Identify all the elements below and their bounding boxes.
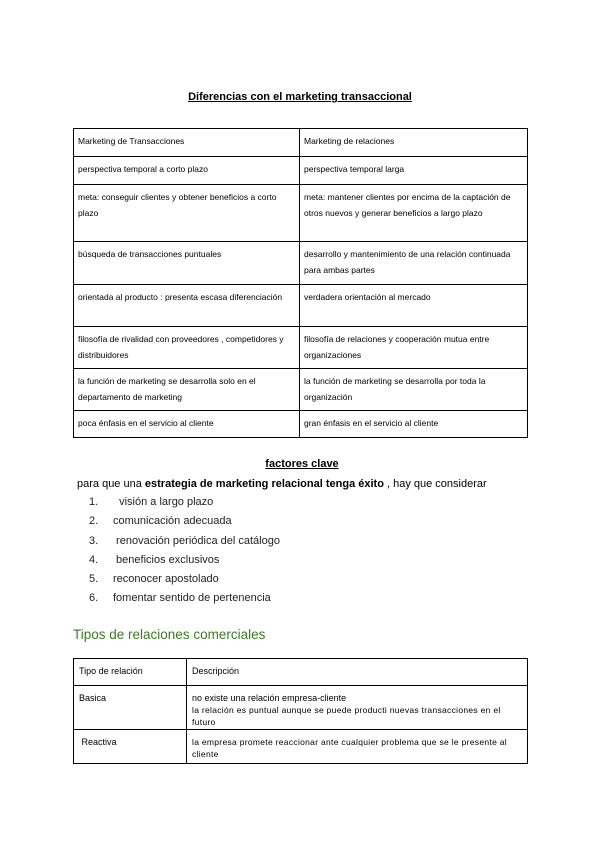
table-row [74, 129, 528, 157]
table-cell: verdadera orientación al mercado [300, 285, 528, 327]
list-number: 2. [89, 515, 99, 528]
table-cell: gran énfasis en el servicio al cliente [300, 411, 528, 438]
list-number: 6. [89, 592, 99, 605]
table-cell: Marketing de relaciones [300, 129, 528, 157]
description-cell [187, 730, 528, 764]
intro-before: para que una [77, 478, 145, 490]
table-cell: filosofía de relaciones y cooperación mutua entre organizaciones [300, 327, 528, 369]
list-text: comunicación adecuada [113, 515, 232, 528]
header-cell: Tipo de relación [74, 659, 187, 686]
intro-text [77, 478, 487, 490]
list-item [80, 592, 280, 611]
table-row [74, 686, 528, 730]
table-cell: meta: conseguir clientes y obtener beneficios a corto plazo [74, 185, 300, 242]
description-line: no existe una relación empresa-cliente [192, 693, 347, 703]
table-cell: perspectiva temporal a corto plazo [74, 157, 300, 185]
list-number: 4. [89, 553, 99, 566]
table-cell: Marketing de Transacciones [74, 129, 300, 157]
list-number: 1. [89, 496, 99, 508]
factors-list [80, 496, 280, 612]
type-cell: Basica [74, 686, 187, 730]
types-table [73, 658, 528, 764]
list-text: visión a largo plazo [113, 496, 214, 508]
list-number: 5. [89, 573, 99, 586]
list-text: reconocer apostolado [113, 573, 219, 586]
list-item [80, 496, 280, 515]
table-header-row [74, 659, 528, 686]
types-heading: Tipos de relaciones comerciales [73, 627, 266, 642]
intro-bold: estrategia de marketing relacional tenga éxito [144, 478, 384, 490]
table-cell: desarrollo y mantenimiento de una relación continuada para ambas partes [300, 242, 528, 285]
table-cell: orientada al producto : presenta escasa diferenciación [74, 285, 300, 327]
comparison-table [73, 128, 528, 438]
table-cell: poca énfasis en el servicio al cliente [74, 411, 300, 438]
section-title: factores clave [265, 458, 339, 470]
table-cell: perspectiva temporal larga [300, 157, 528, 185]
header-cell: Descripción [187, 659, 528, 686]
description-line: la empresa promete reaccionar ante cualquier problema que se le presente al cliente [192, 737, 507, 759]
list-item [80, 554, 280, 573]
table-row [74, 157, 528, 185]
description-cell [187, 686, 528, 730]
table-row [74, 285, 528, 327]
table-row [74, 242, 528, 285]
description-line: la relación es puntual aunque se puede producti nuevas transacciones en el futuro [192, 705, 501, 727]
table-row [74, 327, 528, 369]
table-row [74, 369, 528, 411]
list-item [80, 535, 280, 554]
table-row [74, 730, 528, 764]
table-cell: filosofía de rivalidad con proveedores , competidores y distribuidores [74, 327, 300, 369]
type-cell: Reactiva [74, 730, 187, 764]
intro-after: , hay que considerar [383, 478, 487, 490]
page-title: Diferencias con el marketing transaccional [188, 91, 412, 103]
table-cell: búsqueda de transacciones puntuales [74, 242, 300, 285]
list-text: beneficios exclusivos [113, 553, 220, 566]
list-text: fomentar sentido de pertenencia [113, 592, 271, 605]
table-cell: la función de marketing se desarrolla solo en el departamento de marketing [74, 369, 300, 411]
table-row [74, 185, 528, 242]
list-item [80, 573, 280, 592]
list-number: 3. [89, 534, 99, 547]
list-item [80, 515, 280, 534]
table-cell: la función de marketing se desarrolla por toda la organización [300, 369, 528, 411]
table-row [74, 411, 528, 438]
list-text: renovación periódica del catálogo [113, 534, 280, 547]
table-cell: meta: mantener clientes por encima de la captación de otros nuevos y generar beneficios a largo plazo [300, 185, 528, 242]
